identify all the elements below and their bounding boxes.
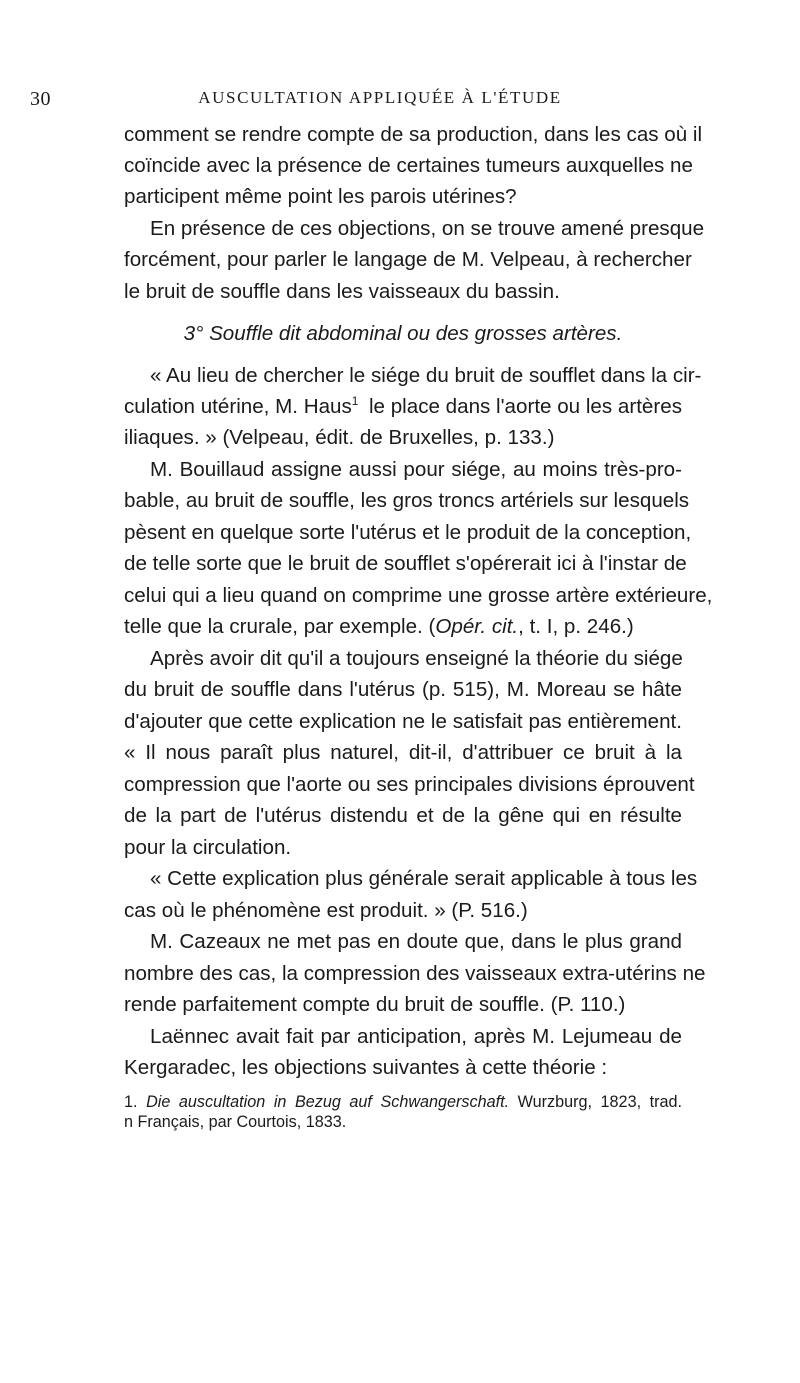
text-line: du bruit de souffle dans l'utérus (p. 515), M. Moreau se hâte	[124, 678, 682, 701]
text-line: nombre des cas, la compression des vaisseaux extra-utérins ne	[124, 962, 706, 985]
text-line: M. Bouillaud assigne aussi pour siége, au moins très-pro-	[150, 458, 682, 481]
text-line: le bruit de souffle dans les vaisseaux du bassin.	[124, 280, 560, 303]
text-line: M. Cazeaux ne met pas en doute que, dans le plus grand	[150, 930, 682, 953]
text-line: Kergaradec, les objections suivantes à cette théorie :	[124, 1056, 608, 1079]
section-heading: 3° Souffle dit abdominal ou des grosses artères.	[183, 322, 623, 345]
text-line: forcément, pour parler le langage de M. Velpeau, à rechercher	[124, 248, 692, 271]
text-line: rende parfaitement compte du bruit de souffle. (P. 110.)	[124, 993, 626, 1016]
text-line: En présence de ces objections, on se trouve amené presque	[150, 217, 705, 240]
footnote-line-2: n Français, par Courtois, 1833.	[124, 1113, 347, 1131]
page-header	[30, 88, 730, 118]
text-line: « Il nous paraît plus naturel, dit-il, d'attribuer ce bruit à la	[124, 741, 682, 764]
page-number: 30	[30, 88, 51, 110]
footnote-number: 1.	[124, 1093, 138, 1111]
text-line: compression que l'aorte ou ses principales divisions éprouvent	[124, 773, 695, 796]
text-line: bable, au bruit de souffle, les gros troncs artériels sur lesquels	[124, 489, 690, 512]
footnote-text: Wurzburg, 1823, trad.	[509, 1093, 682, 1111]
text-line: « Cette explication plus générale serait applicable à tous les	[150, 867, 698, 890]
text-line: « Au lieu de chercher le siége du bruit de soufflet dans la cir-	[150, 364, 702, 387]
text-line: pour la circulation.	[124, 836, 292, 859]
text-fragment: telle que la crurale, par exemple. (	[124, 615, 436, 638]
text-line: Laënnec avait fait par anticipation, après M. Lejumeau de	[150, 1025, 682, 1048]
text-fragment: , t. I, p. 246.)	[518, 615, 634, 638]
text-line: pèsent en quelque sorte l'utérus et le produit de la conception,	[124, 521, 692, 544]
text-line: de telle sorte que le bruit de soufflet s'opérerait ici à l'instar de	[124, 552, 687, 575]
text-line	[124, 391, 682, 422]
text-fragment: le place dans l'aorte ou les artères	[368, 395, 682, 418]
text-line	[124, 611, 682, 642]
text-line: participent même point les parois utérines?	[124, 185, 517, 208]
footnote	[124, 1092, 682, 1112]
text-line: iliaques. » (Velpeau, édit. de Bruxelles, p. 133.)	[124, 426, 555, 449]
running-title: AUSCULTATION APPLIQUÉE À L'ÉTUDE	[198, 88, 562, 107]
text-line: celui qui a lieu quand on comprime une grosse artère extérieure,	[124, 584, 713, 607]
text-segment	[124, 391, 358, 422]
footnote-title: Die auscultation in Bezug auf Schwangerschaft.	[146, 1093, 510, 1111]
text-line: coïncide avec la présence de certaines tumeurs auxquelles ne	[124, 154, 693, 177]
text-line: cas où le phénomène est produit. » (P. 516.)	[124, 899, 528, 922]
text-line: Après avoir dit qu'il a toujours enseigné la théorie du siége	[150, 647, 683, 670]
text-fragment: culation utérine, M. Haus	[124, 395, 352, 418]
citation-italic: Opér. cit.	[435, 615, 519, 638]
text-line: comment se rendre compte de sa production, dans les cas où il	[124, 123, 703, 146]
footnote-marker: 1	[351, 394, 359, 409]
text-line: de la part de l'utérus distendu et de la gêne qui en résulte	[124, 804, 682, 827]
text-line: d'ajouter que cette explication ne le satisfait pas entièrement.	[124, 710, 682, 733]
